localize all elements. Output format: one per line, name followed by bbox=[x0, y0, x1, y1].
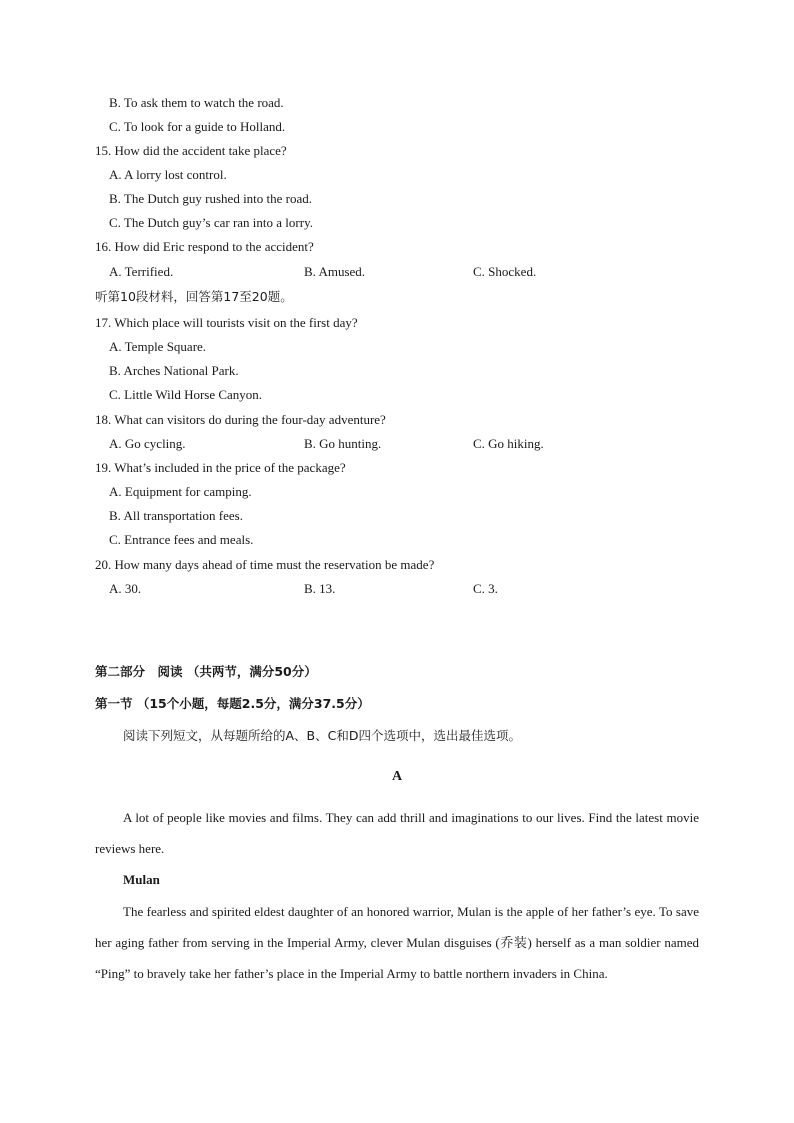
passage-intro: A lot of people like movies and films. They can add thrill and imaginations to our lives. Find the latest movie reviews here. bbox=[95, 810, 699, 856]
q19-option-c: C. Entrance fees and meals. bbox=[109, 532, 254, 547]
reading-instruction: 阅读下列短文，从每题所给的A、B、C和D四个选项中，选出最佳选项。 bbox=[123, 728, 521, 743]
movie-review: The fearless and spirited eldest daughter of an honored warrior, Mulan is the apple of her father’s eye. To save her aging father from serving in the Imperial Army, clever Mulan disguises (乔装) herself as a man soldier named “Ping” to bravely take her father’s place in the Imperial Army to battle northern invaders in China. bbox=[95, 904, 699, 981]
q14-option-c: C. To look for a guide to Holland. bbox=[109, 119, 286, 134]
q14-option-b: B. To ask them to watch the road. bbox=[109, 95, 284, 110]
reading-section-heading: 第一节 （15个小题，每题2.5分，满分37.5分） bbox=[95, 696, 370, 711]
q15-question: 15. How did the accident take place? bbox=[95, 143, 287, 158]
q20-option-a: A. 30. bbox=[109, 581, 142, 596]
passage-letter: A bbox=[391, 769, 403, 784]
q20-question: 20. How many days ahead of time must the reservation be made? bbox=[95, 557, 435, 572]
q19-question: 19. What’s included in the price of the package? bbox=[95, 460, 346, 475]
reading-part-heading: 第二部分 阅读 （共两节，满分50分） bbox=[95, 664, 317, 679]
q15-option-a: A. A lorry lost control. bbox=[109, 167, 227, 182]
q17-option-b: B. Arches National Park. bbox=[109, 363, 239, 378]
q15-option-b: B. The Dutch guy rushed into the road. bbox=[109, 191, 313, 206]
q15-option-c: C. The Dutch guy’s car ran into a lorry. bbox=[109, 215, 313, 230]
q18-option-b: B. Go hunting. bbox=[304, 436, 382, 451]
movie-title: Mulan bbox=[123, 872, 160, 887]
q17-option-c: C. Little Wild Horse Canyon. bbox=[109, 387, 263, 402]
q16-option-a: A. Terrified. bbox=[109, 264, 174, 279]
q16-question: 16. How did Eric respond to the accident? bbox=[95, 239, 314, 254]
q18-option-c: C. Go hiking. bbox=[473, 436, 544, 451]
q18-option-a: A. Go cycling. bbox=[109, 436, 186, 451]
q19-option-b: B. All transportation fees. bbox=[109, 508, 243, 523]
section10-instruction: 听第10段材料，回答第17至20题。 bbox=[95, 289, 293, 304]
q19-option-a: A. Equipment for camping. bbox=[109, 484, 252, 499]
q16-option-c: C. Shocked. bbox=[473, 264, 537, 279]
q20-option-b: B. 13. bbox=[304, 581, 336, 596]
q17-option-a: A. Temple Square. bbox=[109, 339, 207, 354]
q16-option-b: B. Amused. bbox=[304, 264, 366, 279]
q20-option-c: C. 3. bbox=[473, 581, 498, 596]
q18-question: 18. What can visitors do during the four-day adventure? bbox=[95, 412, 386, 427]
q17-question: 17. Which place will tourists visit on the first day? bbox=[95, 315, 358, 330]
